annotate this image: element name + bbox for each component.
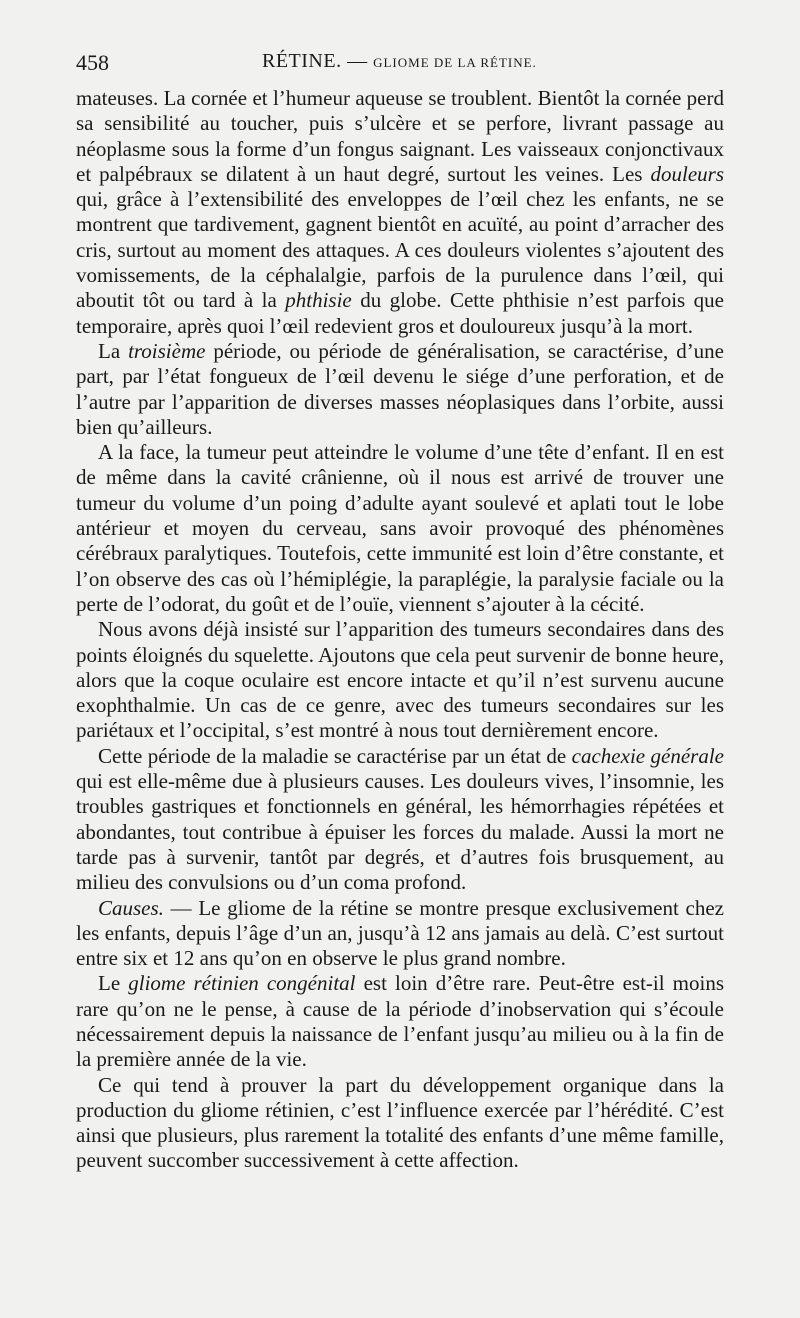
italic-term: phthisie (285, 288, 352, 313)
text-run: Nous avons déjà insisté sur l’apparition des tumeurs secondaires dans des points éloignés du squelette. Ajoutons que cela peut survenir de bonne heure, alors que la coque oculaire est encore intacte et qu’il n’est survenu aucune exophthalmie. Un cas de ce genre, avec des tumeurs secondaires sur les pariétaux et l’occipital, s’est montré à nous tout dernièrement encore. (76, 617, 724, 743)
text-run: est loin d’être rare. Peut-être est-il moins rare qu’on ne le pense, à cause de la période d’inobservation qui s’écoule nécessairement depuis la naissance de l’enfant jusqu’au milieu ou à la fin de la première année de la vie. (76, 971, 725, 1072)
paragraph-continuation (76, 86, 724, 339)
text-run: Cette période de la maladie se caractérise par un état de (98, 743, 572, 768)
text-run: Le (98, 971, 129, 996)
running-header (76, 50, 724, 80)
italic-term: gliome rétinien congénital (128, 971, 356, 996)
page-number: 458 (76, 50, 109, 75)
text-run: mateuses. La cornée et l’humeur aqueuse se troublent. Bientôt la cornée perd sa sensibilité au toucher, puis s’ulcère et se perfore, livrant passage au néoplasme sous la forme d’un fongus saignant. Les vaisseaux conjonctivaux et palpébraux se dilatent à un haut degré, surtout les veines. Les (76, 86, 724, 186)
section-heading-causes: Causes. (98, 895, 164, 920)
running-title-main: RÉTINE. (262, 50, 342, 72)
italic-term: troisième (128, 338, 206, 363)
text-run: du globe. Cette phthisie n’est parfois que temporaire, après quoi l’œil redevient gros et douloureux jusqu’à la mort. (76, 288, 724, 338)
text-run: La (98, 338, 129, 363)
paragraph-third-period (76, 339, 724, 440)
running-title-dash: — (341, 50, 374, 72)
paragraph-secondary-tumors (76, 617, 724, 743)
text-run: période, ou période de généralisation, se caractérise, d’une part, par l’état fongueux de l’œil devenu le siége d’une perforation, et de l’autre par l’apparition de diverses masses néoplasiques dans l’orbite, aussi bien qu’ailleurs. (76, 338, 725, 439)
paragraph-face-tumor (76, 440, 724, 617)
text-run: — Le gliome de la rétine se montre presque exclusivement chez les enfants, depuis l’âge d’un an, jusqu’à 12 ans jamais au delà. C’est surtout entre six et 12 ans qu’on en observe le plus grand nombre. (76, 895, 724, 971)
text-run: qui, grâce à l’extensibilité des enveloppes de l’œil chez les enfants, ne se montrent que tardivement, gagnent bientôt en acuïté, au point d’arracher des cris, surtout au moment des attaques. A ces douleurs violentes s’ajoutent des vomissements, de la céphalalgie, parfois de la purulence dans l’œil, qui aboutit tôt ou tard à la (76, 187, 724, 313)
running-title (262, 50, 537, 73)
body-text (76, 86, 724, 1174)
paragraph-causes (76, 896, 724, 972)
paragraph-congenital (76, 971, 724, 1072)
paragraph-heredity (76, 1073, 724, 1174)
text-run: qui est elle-même due à plusieurs causes. Les douleurs vives, l’insomnie, les troubles gastriques et fonctionnels en général, les hémorrhagies répétées et abondantes, tout contribue à épuiser les forces du malade. Aussi la mort ne tarde pas à survenir, tantôt par degrés, et d’autres fois brusquement, au milieu des convulsions ou d’un coma profond. (76, 769, 724, 895)
paragraph-cachexia (76, 744, 724, 896)
italic-term: douleurs (650, 161, 724, 186)
italic-term: cachexie générale (571, 743, 724, 768)
text-run: A la face, la tumeur peut atteindre le volume d’une tête d’enfant. Il en est de même dans la cavité crânienne, où il nous est arrivé de trouver une tumeur du volume d’un poing d’adulte ayant soulevé et aplati tout le lobe antérieur et moyen du cerveau, sans avoir provoqué des phénomènes cérébraux paralytiques. Toutefois, cette immunité est loin d’être constante, et l’on observe des cas où l’hémiplégie, la paraplégie, la paralysie faciale ou la perte de l’odorat, du goût et de l’ouïe, viennent s’ajouter à la cécité. (76, 440, 724, 616)
text-run: Ce qui tend à prouver la part du développement organique dans la production du gliome rétinien, c’est l’influence exercée par l’hérédité. C’est ainsi que plusieurs, plus rarement la totalité des enfants d’une même famille, peuvent succomber successivement à cette affection. (76, 1072, 724, 1173)
running-title-subtitle: GLIOME DE LA RÉTINE. (373, 55, 537, 70)
